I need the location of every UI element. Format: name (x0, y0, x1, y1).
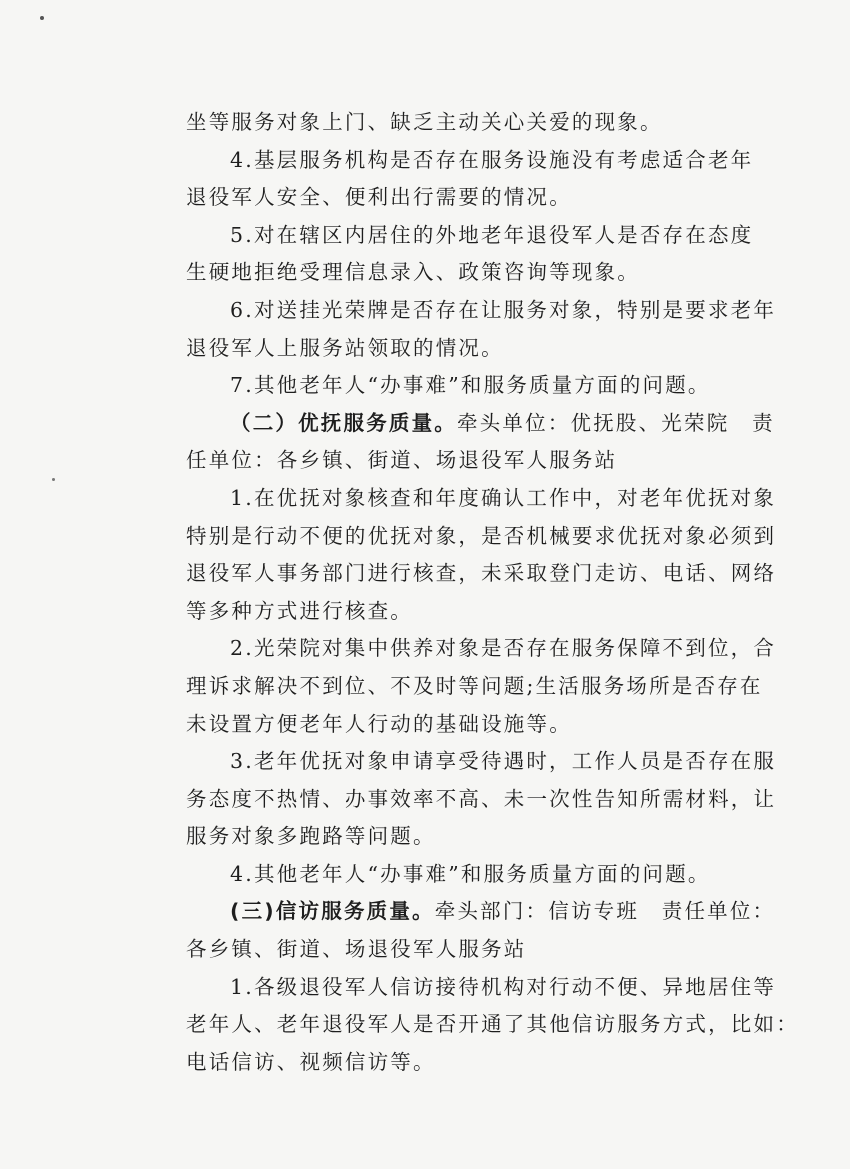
text-line: 服务对象多跑路等问题。 (186, 824, 436, 849)
text-line: 5.对在辖区内居住的外地老年退役军人是否存在态度 (230, 222, 754, 247)
section-heading-line (186, 405, 786, 443)
text-line: 2.光荣院对集中供养对象是否存在服务保障不到位，合 (230, 636, 777, 661)
text-line: 3.老年优抚对象申请享受待遇时，工作人员是否存在服 (230, 749, 777, 774)
section-heading-rest: 牵头单位：优抚股、光荣院 责 (457, 410, 775, 435)
text-line: 电话信访、视频信访等。 (186, 1049, 436, 1074)
document-body (186, 104, 799, 1081)
text-line: 4.基层服务机构是否存在服务设施没有考虑适合老年 (230, 147, 754, 172)
text-line: 4.其他老年人“办事难”和服务质量方面的问题。 (230, 861, 711, 886)
text-line: 7.其他老年人“办事难”和服务质量方面的问题。 (230, 373, 711, 398)
section-heading: (三)信访服务质量。 (230, 899, 435, 924)
text-line: 退役军人上服务站领取的情况。 (186, 335, 504, 360)
text-line: 1.各级退役军人信访接待机构对行动不便、异地居住等 (230, 974, 777, 999)
text-line: 老年人、老年退役军人是否开通了其他信访服务方式，比如： (186, 1012, 799, 1037)
section-heading: （二）优抚服务质量。 (230, 410, 457, 435)
scan-speck (40, 16, 44, 20)
text-line: 6.对送挂光荣牌是否存在让服务对象，特别是要求老年 (230, 297, 777, 322)
scan-speck (52, 478, 55, 481)
text-line: 务态度不热情、办事效率不高、未一次性告知所需材料，让 (186, 786, 777, 811)
text-line: 坐等服务对象上门、缺乏主动关心关爱的现象。 (186, 110, 663, 134)
text-line: 退役军人事务部门进行核查，未采取登门走访、电话、网络 (186, 561, 777, 586)
text-line: 未设置方便老年人行动的基础设施等。 (186, 711, 572, 736)
text-line: 等多种方式进行核查。 (186, 598, 413, 623)
text-line: 理诉求解决不到位、不及时等问题;生活服务场所是否存在 (186, 673, 763, 698)
section-heading-rest: 牵头部门：信访专班 责任单位： (434, 899, 776, 924)
text-line: 1.在优抚对象核查和年度确认工作中，对老年优抚对象 (230, 485, 777, 510)
section-heading-line (186, 893, 786, 931)
text-line: 特别是行动不便的优抚对象，是否机械要求优抚对象必须到 (186, 523, 777, 548)
text-line: 各乡镇、街道、场退役军人服务站 (186, 937, 527, 962)
text-line: 生硬地拒绝受理信息录入、政策咨询等现象。 (186, 260, 640, 285)
text-line: 退役军人安全、便利出行需要的情况。 (186, 185, 572, 210)
text-line: 任单位：各乡镇、街道、场退役军人服务站 (186, 448, 618, 473)
